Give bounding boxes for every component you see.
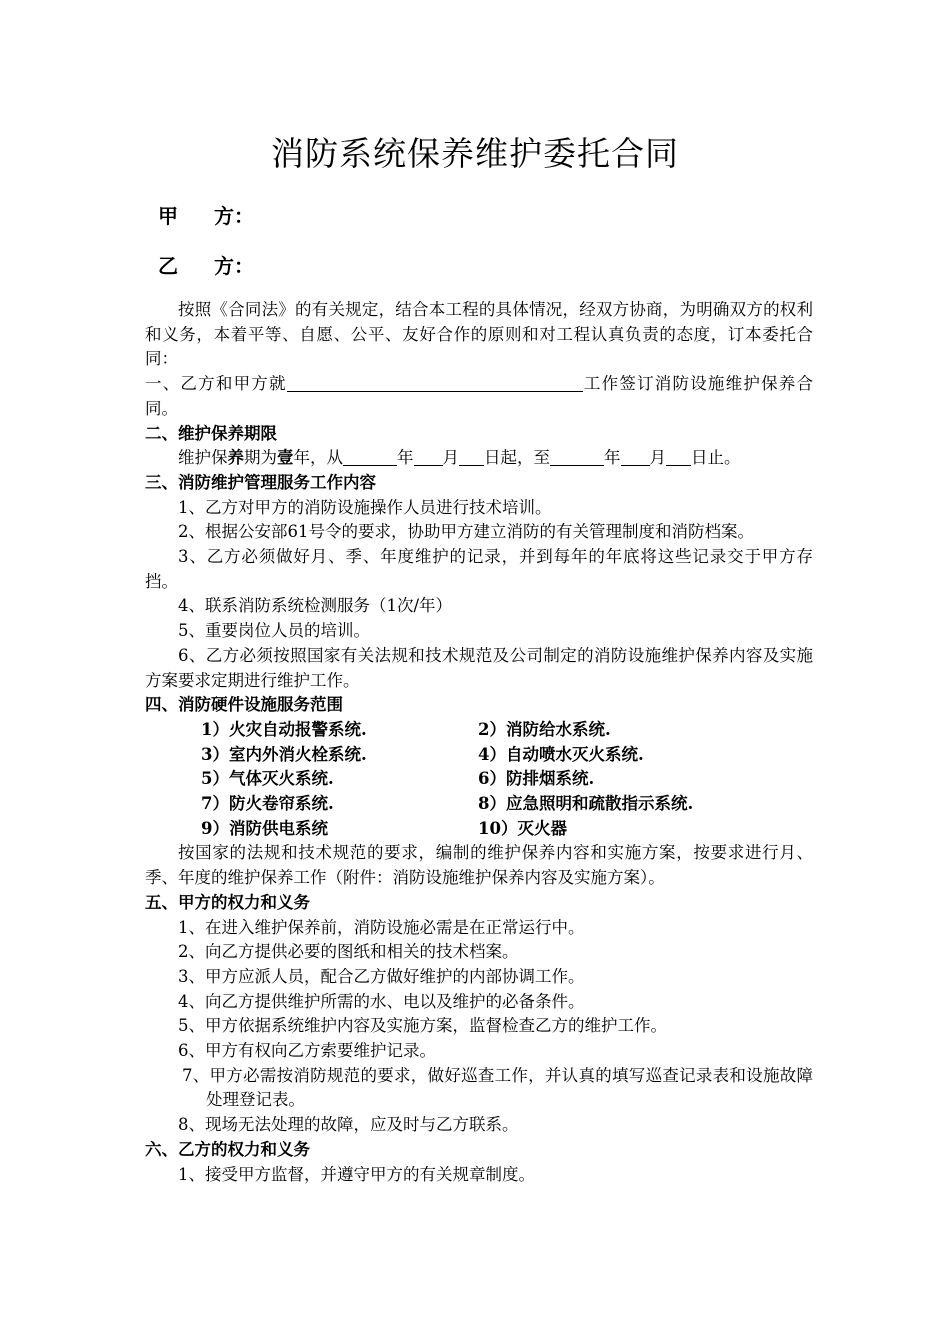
year-label-2: 年 bbox=[604, 448, 621, 468]
project-name-blank[interactable] bbox=[287, 373, 583, 392]
section-2-term bbox=[145, 446, 813, 471]
list-item: 7、甲方必需按消防规范的要求，做好巡查工作，并认真的填写巡查记录表和设施故障处理登记表。 bbox=[182, 1065, 813, 1110]
month-label-1: 月 bbox=[442, 448, 459, 468]
section-1-prefix: 一、乙方和甲方就 bbox=[145, 374, 287, 394]
system-item: 8）应急照明和疏散指示系统. bbox=[478, 794, 694, 814]
list-item: 1、在进入维护保养前，消防设施必需是在正常运行中。 bbox=[178, 917, 585, 937]
end-day-blank[interactable] bbox=[666, 447, 691, 466]
term-years: 壹 bbox=[277, 448, 294, 468]
year-label-1: 年 bbox=[397, 448, 414, 468]
system-item: 5）气体灭火系统. bbox=[201, 769, 334, 789]
contract-body bbox=[145, 298, 813, 1187]
start-day-blank[interactable] bbox=[459, 447, 484, 466]
list-item: 6、甲方有权向乙方索要维护记录。 bbox=[178, 1041, 436, 1061]
list-item: 4、联系消防系统检测服务（1次/年） bbox=[178, 596, 453, 616]
system-item: 3）室内外消火栓系统. bbox=[201, 744, 367, 764]
list-item: 2、向乙方提供必要的图纸和相关的技术档案。 bbox=[178, 942, 519, 962]
list-item: 2、根据公安部61号令的要求，协助甲方建立消防的有关管理制度和消防档案。 bbox=[178, 522, 754, 542]
start-month-blank[interactable] bbox=[414, 447, 443, 466]
term-text-1: 维护保 bbox=[178, 448, 228, 468]
page-title: 消防系统保养维护委托合同 bbox=[271, 134, 679, 173]
section-3-heading: 三、消防维护管理服务工作内容 bbox=[145, 472, 376, 492]
party-b-label: 乙 bbox=[158, 254, 178, 278]
section-4-heading: 四、消防硬件设施服务范围 bbox=[145, 695, 343, 715]
section-4-note: 按国家的法规和技术规范的要求，编制的维护保养内容和实施方案，按要求进行月、季、年度的维护保养工作（附件：消防设施维护保养内容及实施方案）。 bbox=[145, 843, 813, 888]
list-item: 3、乙方必须做好月、季、年度维护的记录，并到每年的年底将这些记录交于甲方存挡。 bbox=[145, 547, 813, 591]
party-a-line bbox=[158, 200, 254, 229]
list-item: 3、甲方应派人员，配合乙方做好维护的内部协调工作。 bbox=[178, 966, 585, 986]
list-item: 5、重要岗位人员的培训。 bbox=[178, 621, 370, 641]
systems-grid bbox=[201, 718, 813, 841]
list-item: 6、乙方必须按照国家有关法规和技术规范及公司制定的消防设施维护保养内容及实施方案要求定期进行维护工作。 bbox=[145, 645, 813, 690]
section-2-heading: 二、维护保养期限 bbox=[145, 423, 277, 443]
system-item: 4）自动喷水灭火系统. bbox=[478, 744, 644, 764]
term-text-2: 养 bbox=[227, 448, 244, 468]
system-item: 6）防排烟系统. bbox=[478, 769, 595, 789]
end-year-blank[interactable] bbox=[550, 447, 604, 466]
system-item: 1）火灾自动报警系统. bbox=[201, 719, 367, 739]
term-text-3: 期为 bbox=[244, 448, 277, 468]
list-item: 8、现场无法处理的故障，应及时与乙方联系。 bbox=[178, 1115, 519, 1135]
system-item: 9）消防供电系统 bbox=[201, 818, 328, 838]
section-5-heading: 五、甲方的权力和义务 bbox=[145, 892, 310, 912]
party-a-label: 甲 bbox=[158, 204, 178, 228]
end-month-blank[interactable] bbox=[621, 447, 650, 466]
section-1 bbox=[145, 372, 813, 421]
day-to-label: 日止。 bbox=[691, 448, 741, 468]
party-b-line bbox=[158, 250, 254, 279]
list-item: 4、向乙方提供维护所需的水、电以及维护的必备条件。 bbox=[178, 991, 585, 1011]
system-item: 10）灭火器 bbox=[478, 818, 567, 838]
list-item: 1、乙方对甲方的消防设施操作人员进行技术培训。 bbox=[178, 497, 552, 517]
month-label-2: 月 bbox=[649, 448, 666, 468]
party-b-suffix: 方： bbox=[214, 254, 254, 278]
list-item: 1、接受甲方监督，并遵守甲方的有关规章制度。 bbox=[178, 1164, 535, 1184]
intro-paragraph: 按照《合同法》的有关规定，结合本工程的具体情况，经双方协商，为明确双方的权利和义务，本着平等、自愿、公平、友好合作的原则和对工程认真负责的态度，订本委托合同： bbox=[145, 300, 813, 369]
list-item: 5、甲方依据系统维护内容及实施方案，监督检查乙方的维护工作。 bbox=[178, 1016, 667, 1036]
party-a-suffix: 方： bbox=[214, 204, 254, 228]
system-item: 7）防火卷帘系统. bbox=[201, 794, 334, 814]
day-from-label: 日起，至 bbox=[484, 448, 550, 468]
term-text-5: 年，从 bbox=[293, 448, 343, 468]
start-year-blank[interactable] bbox=[343, 447, 397, 466]
section-6-heading: 六、乙方的权力和义务 bbox=[145, 1139, 310, 1159]
system-item: 2）消防给水系统. bbox=[478, 719, 611, 739]
section-1-suffix: 工作签订消防设施维护保养合同。 bbox=[145, 374, 814, 418]
